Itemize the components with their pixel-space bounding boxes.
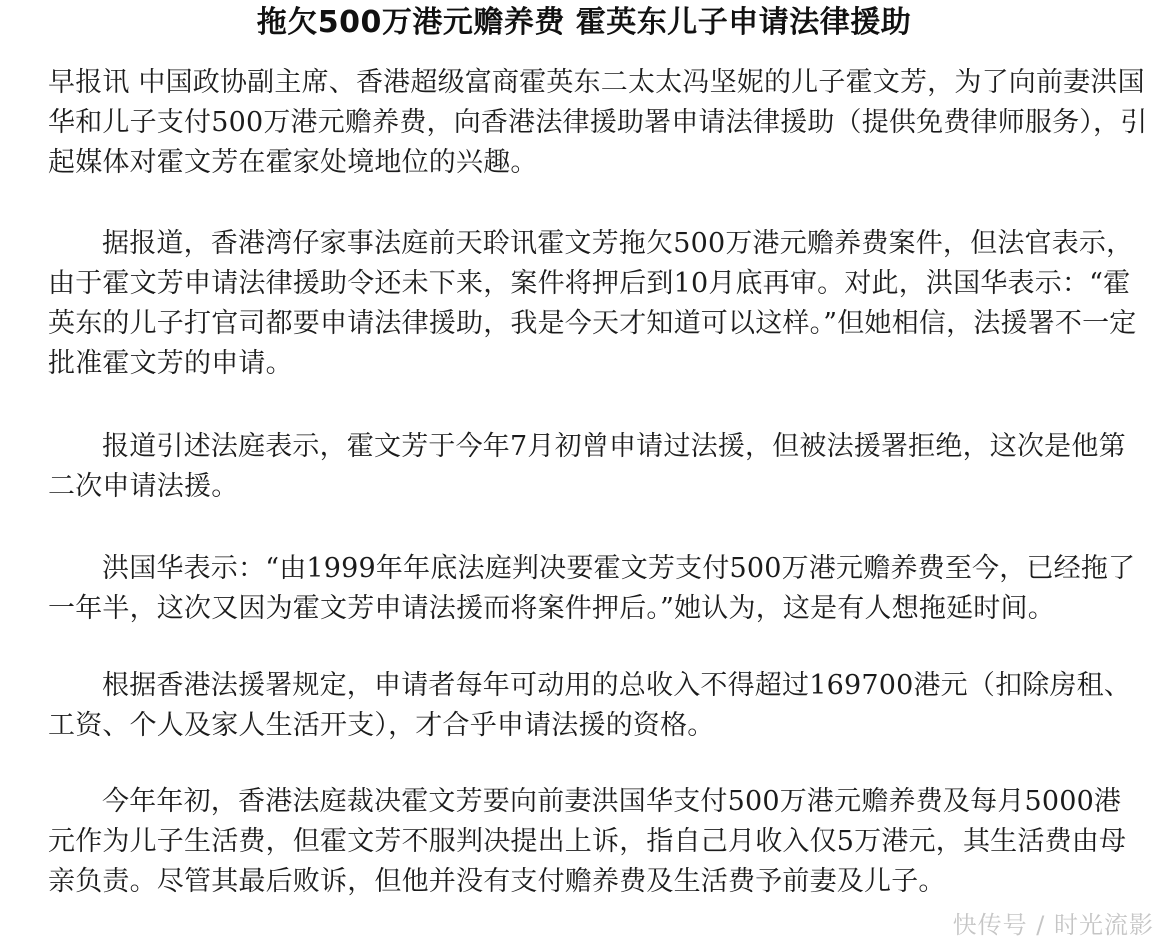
article-paragraph-3: 报道引述法庭表示，霍文芳于今年7月初曾申请过法援，但被法援署拒绝，这次是他第二次申请法援。	[48, 431, 1126, 502]
article-paragraph-5: 根据香港法援署规定，申请者每年可动用的总收入不得超过169700港元（扣除房租、工资、个人及家人生活开支），才合乎申请法援的资格。	[48, 670, 1132, 741]
source-watermark: 快传号 / 时光流影	[952, 911, 1154, 939]
article-headline: 拖欠500万港元赡养费 霍英东儿子申请法律援助	[256, 5, 912, 40]
article-paragraph-1: 早报讯 中国政协副主席、香港超级富商霍英东二太太冯坚妮的儿子霍文芳，为了向前妻洪国华和儿子支付500万港元赡养费，向香港法律援助署申请法律援助（提供免费律师服务），引起媒体对霍文芳在霍家处境地位的兴趣。	[48, 67, 1148, 178]
article-paragraph-2: 据报道，香港湾仔家事法庭前天聆讯霍文芳拖欠500万港元赡养费案件，但法官表示，由于霍文芳申请法律援助令还未下来，案件将押后到10月底再审。对此，洪国华表示：“霍英东的儿子打官司都要申请法律援助，我是今天才知道可以这样。”但她相信，法援署不一定批准霍文芳的申请。	[48, 228, 1137, 379]
article-paragraph-4: 洪国华表示：“由1999年年底法庭判决要霍文芳支付500万港元赡养费至今，已经拖了一年半，这次又因为霍文芳申请法援而将案件押后。”她认为，这是有人想拖延时间。	[48, 553, 1136, 624]
article-paragraph-6: 今年年初，香港法庭裁决霍文芳要向前妻洪国华支付500万港元赡养费及每月5000港元作为儿子生活费，但霍文芳不服判决提出上诉，指自己月收入仅5万港元，其生活费由母亲负责。尽管其最后败诉，但他并没有支付赡养费及生活费予前妻及儿子。	[48, 786, 1127, 897]
